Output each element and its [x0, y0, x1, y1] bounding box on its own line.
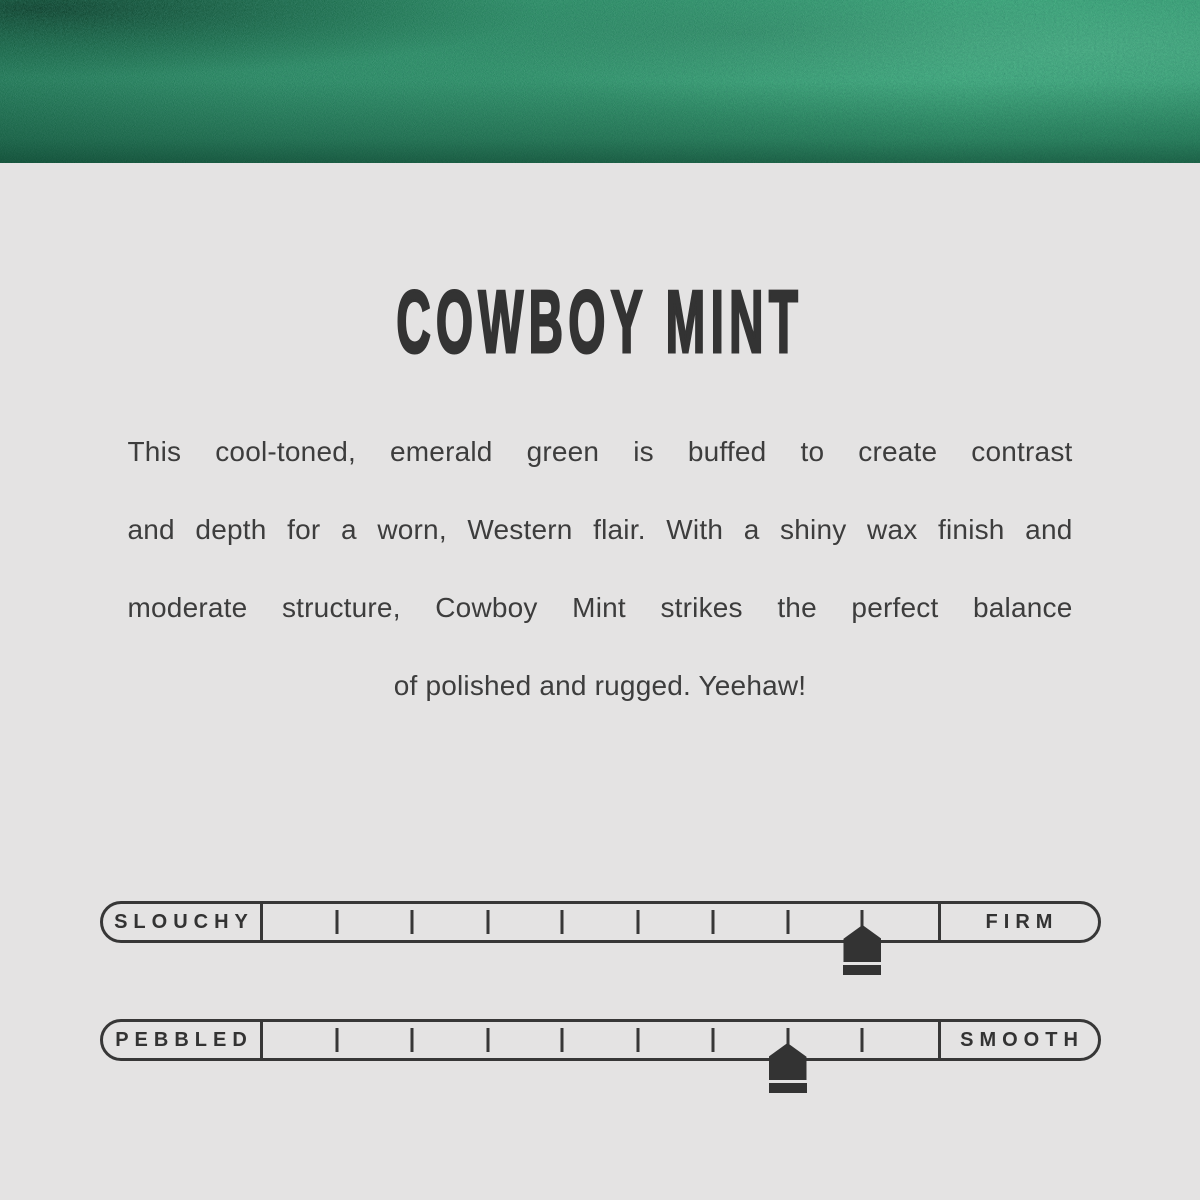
scale-texture-left-section: [103, 1022, 263, 1058]
scale-structure-track: [263, 904, 938, 940]
tick-mark: [561, 1028, 564, 1052]
scale-texture-track: [263, 1022, 938, 1058]
page-title-text: COWBOY MINT: [396, 272, 804, 371]
scale-texture-marker: [769, 1043, 807, 1093]
tick-mark: [411, 1028, 414, 1052]
marker-bar-icon: [769, 1083, 807, 1093]
scale-structure-marker: [843, 925, 881, 975]
description-line: moderate structure, Cowboy Mint strikes the perfect balance: [127, 592, 1073, 623]
scale-texture: [100, 1019, 1101, 1061]
tick-mark: [711, 910, 714, 934]
scale-texture-right-section: [938, 1022, 1098, 1058]
scale-left-label: PEBBLED: [115, 1028, 253, 1051]
tick-mark: [411, 910, 414, 934]
scale-right-label: FIRM: [985, 910, 1059, 933]
tick-mark: [336, 1028, 339, 1052]
leather-texture-graphic: [0, 0, 1200, 163]
scale-structure-right-section: [938, 904, 1098, 940]
scale-right-label: SMOOTH: [960, 1028, 1084, 1051]
product-description: [0, 413, 1200, 725]
scale-structure-left-section: [103, 904, 263, 940]
scale-left-label: SLOUCHY: [114, 910, 254, 933]
description-line: and depth for a worn, Western flair. With a shiny wax finish and: [127, 514, 1073, 545]
attribute-scales: [0, 901, 1200, 1061]
page-title: [0, 272, 1200, 371]
tick-mark: [486, 910, 489, 934]
tick-mark: [861, 1028, 864, 1052]
tick-mark: [561, 910, 564, 934]
description-line: of polished and rugged. Yeehaw!: [393, 670, 807, 701]
marker-head-icon: [769, 1043, 807, 1080]
hero-leather-image: [0, 0, 1200, 163]
tick-mark: [636, 1028, 639, 1052]
tick-mark: [711, 1028, 714, 1052]
tick-mark: [786, 910, 789, 934]
marker-head-icon: [843, 925, 881, 962]
tick-mark: [486, 1028, 489, 1052]
marker-bar-icon: [843, 965, 881, 975]
tick-mark: [636, 910, 639, 934]
description-line: This cool-toned, emerald green is buffed to create contrast: [127, 436, 1073, 467]
scale-structure: [100, 901, 1101, 943]
tick-mark: [336, 910, 339, 934]
